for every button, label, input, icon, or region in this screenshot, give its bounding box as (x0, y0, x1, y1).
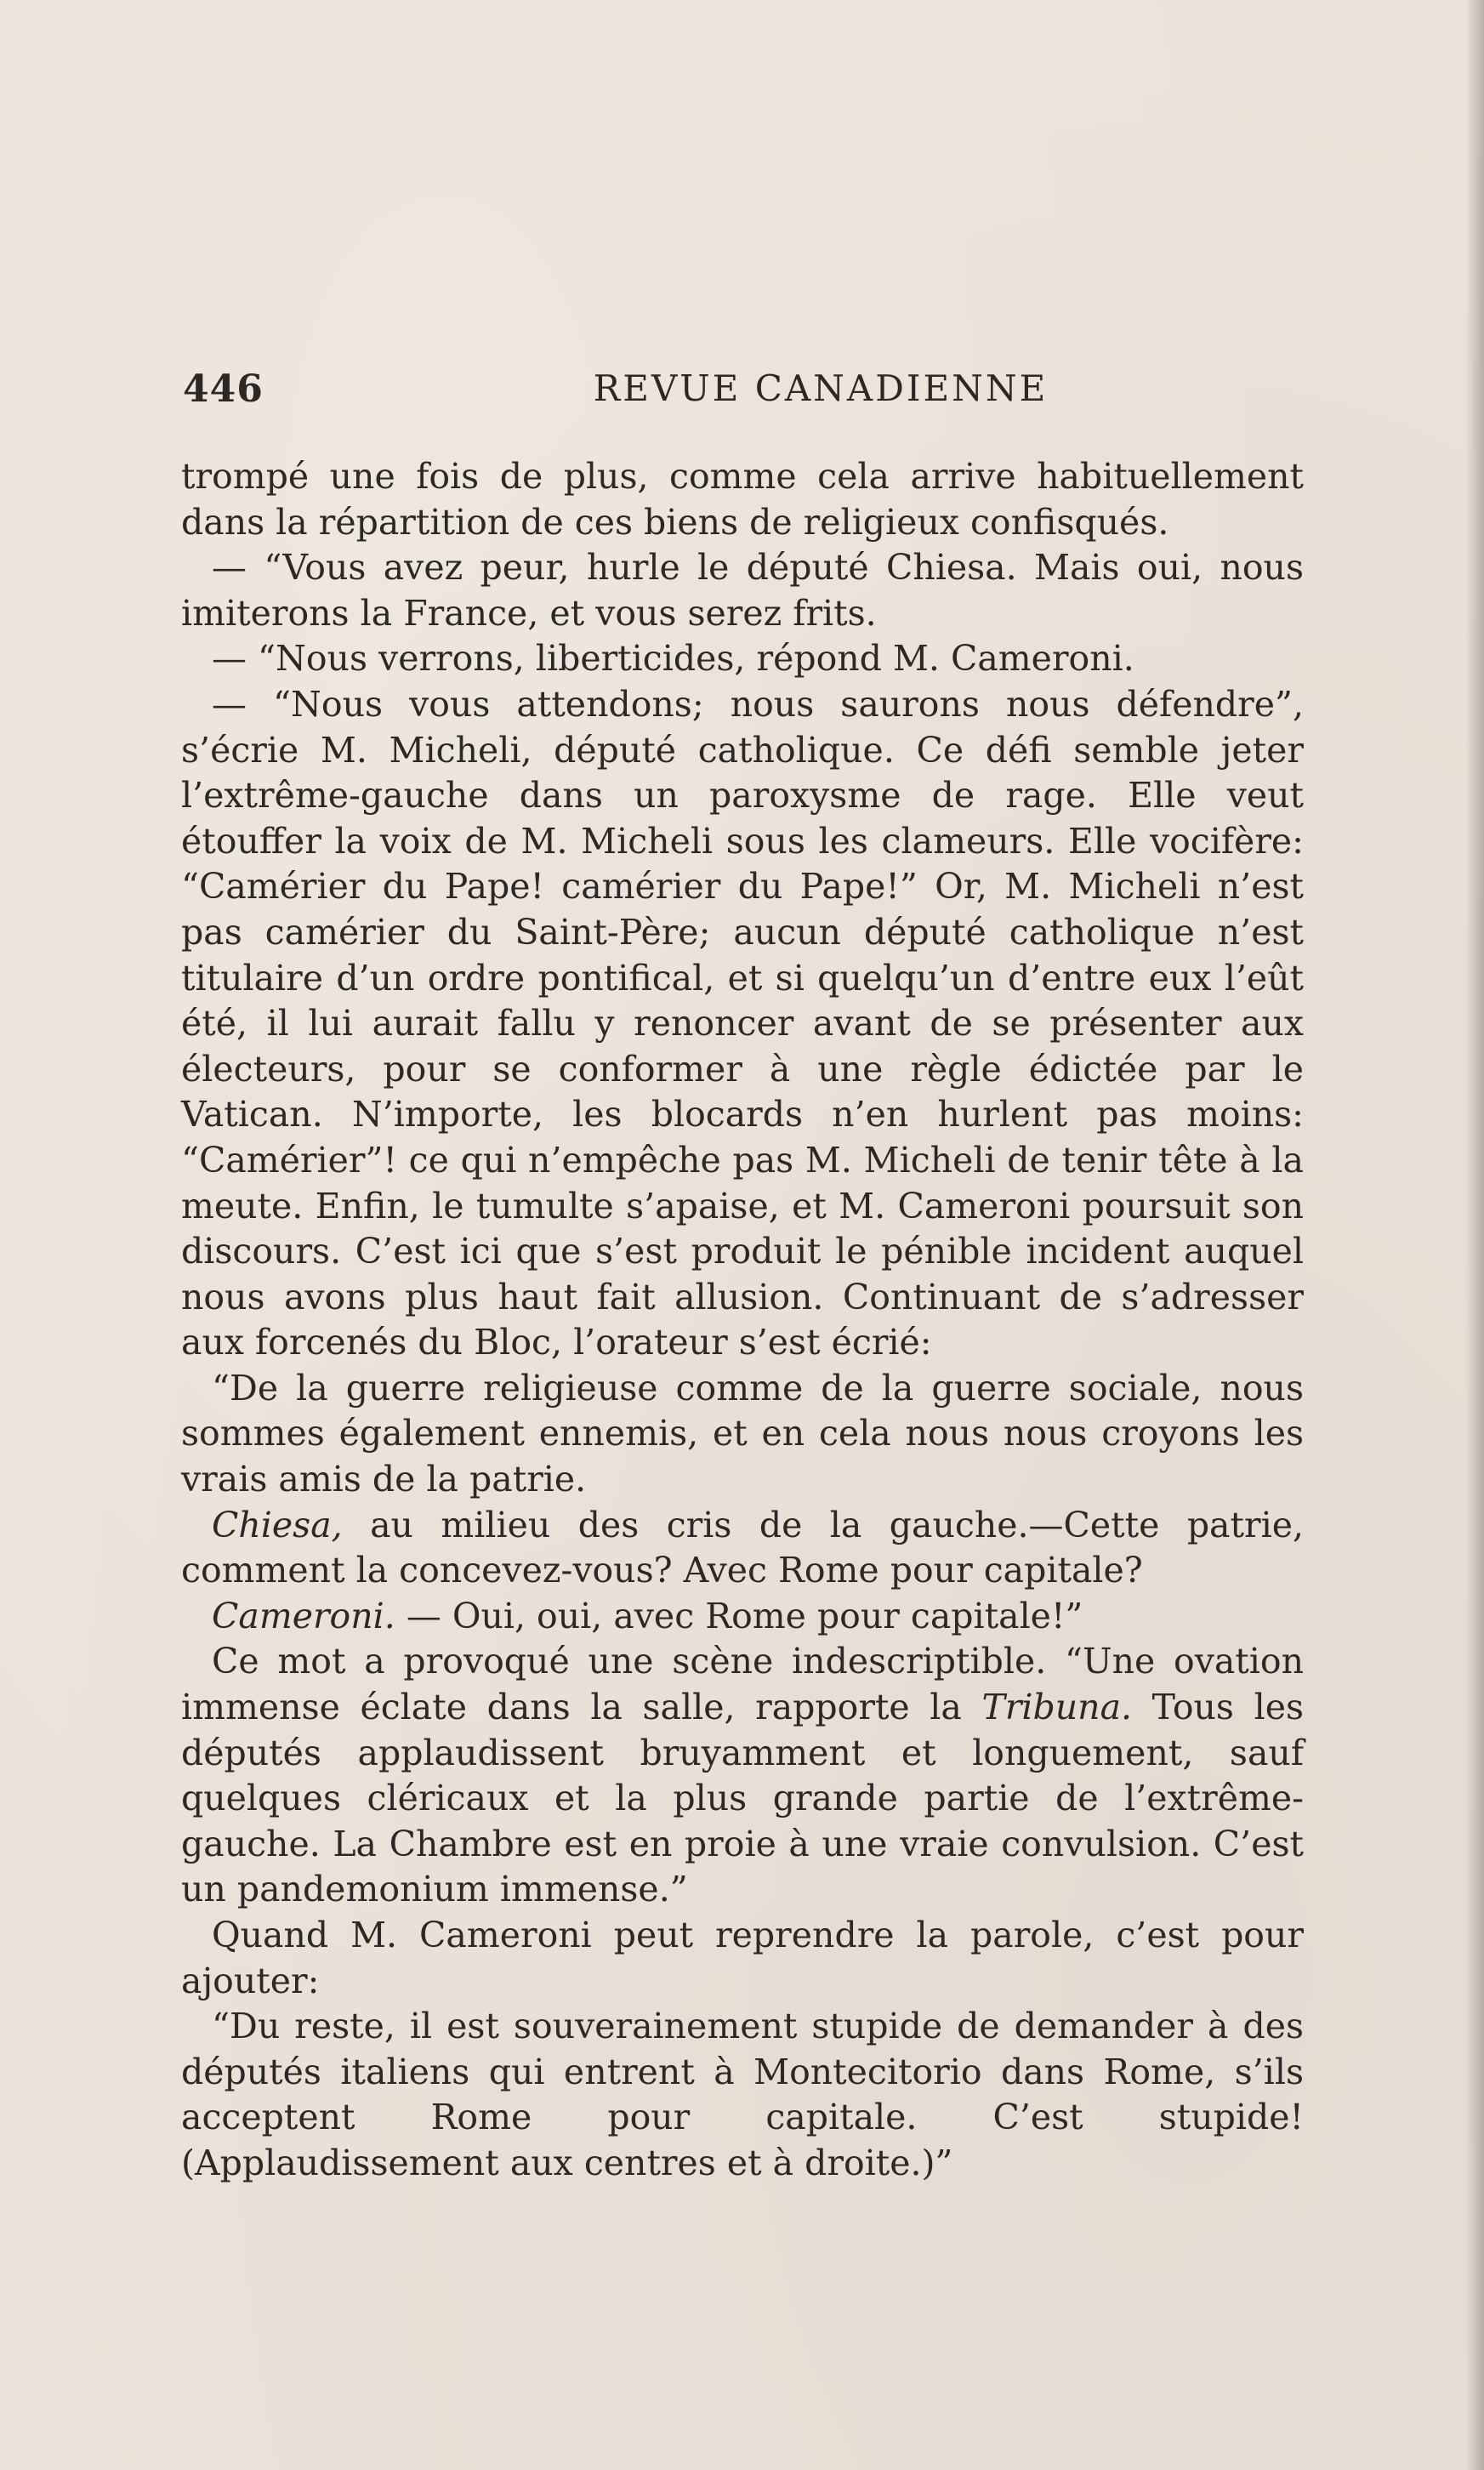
newspaper-name: Tribuna. (981, 1687, 1133, 1728)
page-edge-shadow (1465, 0, 1484, 2470)
paragraph-text: — “Nous verrons, liberticides, répond M. Cameroni. (212, 638, 1134, 680)
paragraph-4 (181, 682, 1304, 1366)
paragraph-8 (181, 1639, 1304, 1913)
paragraph-text: Tous les députés applaudissent bruyamment et longuement, sauf quelques cléricaux et la plus grande partie de l’extrême-gauche. La Chambre est en proie à une vraie convulsion. C’est un pandemonium immense.” (181, 1687, 1304, 1910)
speaker-name: Chiesa, (212, 1504, 343, 1545)
paragraph-2 (181, 545, 1304, 636)
paragraph-text: “De la guerre religieuse comme de la guerre sociale, nous sommes également ennemis, et en cela nous nous croyons les vrais amis de la patrie. (181, 1367, 1304, 1500)
paragraph-text: — “Nous vous attendons; nous saurons nous défendre”, s’écrie M. Micheli, député catholique. Ce défi semble jeter l’extrême-gauche dans un paroxysme de rage. Elle veut étouffer la voix de M. Micheli sous les clameurs. Elle vocifère: “Camérier du Pape! camérier du Pape!” Or, M. Micheli n’est pas camérier du Saint-Père; aucun député catholique n’est titulaire d’un ordre pontifical, et si quelqu’un d’entre eux l’eût été, il lui aurait fallu y renoncer avant de se présenter aux électeurs, pour se conformer à une règle édictée par le Vatican. N’importe, les blocards n’en hurlent pas moins: “Camérier”! ce qui n’empêche pas M. Micheli de tenir tête à la meute. Enfin, le tumulte s’apaise, et M. Cameroni poursuit son discours. C’est ici que s’est produit le pénible incident auquel nous avons plus haut fait allusion. Continuant de s’adresser aux forcenés du Bloc, l’orateur s’est écrié: (181, 683, 1304, 1363)
speaker-name: Cameroni. (212, 1595, 395, 1636)
paragraph-text: Quand M. Cameroni peut reprendre la parole, c’est pour ajouter: (181, 1915, 1304, 2001)
paragraph-3 (181, 636, 1304, 682)
paragraph-9 (181, 1913, 1304, 2004)
paragraph-text: au milieu des cris de la gauche.—Cette patrie, comment la concevez-vous? Avec Rome pour capitale? (181, 1504, 1304, 1591)
body-text (181, 454, 1304, 2187)
paragraph-5 (181, 1366, 1304, 1503)
paragraph-10 (181, 2004, 1304, 2186)
paragraph-text: — “Vous avez peur, hurle le député Chiesa. Mais oui, nous imiterons la France, et vous serez frits. (181, 547, 1304, 634)
paragraph-text: “Du reste, il est souverainement stupide de demander à des députés italiens qui entrent à Montecitorio dans Rome, s’ils acceptent Rome pour capitale. C’est stupide! (Applaudissement aux centres et à droite.)” (181, 2006, 1304, 2183)
paragraph-text: — Oui, oui, avec Rome pour capitale!” (395, 1595, 1083, 1636)
page-number: 446 (183, 367, 264, 411)
running-title: REVUE CANADIENNE (593, 367, 1049, 409)
paragraph-text: trompé une fois de plus, comme cela arrive habituellement dans la répartition de ces biens de religieux confisqués. (181, 456, 1304, 543)
paragraph-6 (181, 1503, 1304, 1594)
page-header (183, 367, 1305, 418)
paragraph-7 (181, 1594, 1304, 1640)
paragraph-text: Ce mot a provoqué une scène indescriptible. “Une ovation immense éclate dans la salle, rapporte la (181, 1641, 1304, 1728)
paragraph-1 (181, 454, 1304, 545)
